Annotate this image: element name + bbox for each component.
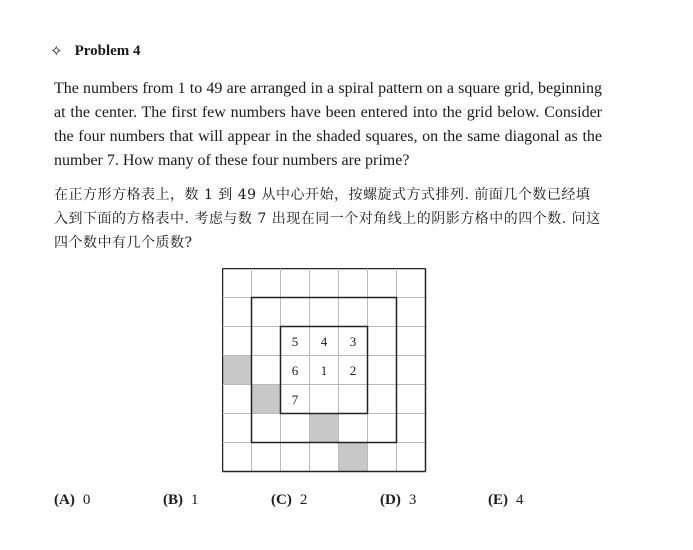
grid-number: 1 <box>320 362 328 378</box>
answer-choice[interactable] <box>54 492 90 509</box>
grid-number: 6 <box>291 362 299 378</box>
choice-label: (D) <box>380 492 401 508</box>
problem-title: Problem 4 <box>74 43 141 59</box>
choice-value: 0 <box>82 492 91 508</box>
choice-value: 4 <box>516 492 524 508</box>
answer-choice[interactable] <box>271 492 307 509</box>
choice-value: 3 <box>408 492 417 508</box>
answer-choice[interactable] <box>380 492 416 509</box>
choice-value: 1 <box>191 492 199 508</box>
choice-label: (A) <box>54 492 75 508</box>
grid-number: 2 <box>349 362 357 378</box>
choice-label: (E) <box>488 492 508 508</box>
star-icon: ✧ <box>50 44 63 60</box>
spiral-grid <box>222 268 425 471</box>
grid-number: 7 <box>291 391 299 407</box>
grid-number: 5 <box>291 333 299 349</box>
choice-label: (B) <box>163 492 183 508</box>
grid-number: 4 <box>320 333 328 349</box>
answer-choice[interactable] <box>488 492 524 509</box>
problem-text-english: The numbers from 1 to 49 are arranged in a spiral pattern on a square grid, beginning at the center. The first few numbers have been entered into the grid below. Consider the four numbers that will appear in the shaded squares, on the same diagonal as the number 7. How many of these four numbers are prime? <box>54 80 602 169</box>
choice-value: 2 <box>299 492 308 508</box>
problem-heading <box>50 42 141 61</box>
problem-text-chinese: 在正方形方格表上，数 1 到 49 从中心开始，按螺旋式方式排列. 前面几个数已经填入到下面的方格表中. 考虑与数 7 出现在同一个对角线上的阴影方格中的四个数. 问这四个数中有几个质数? <box>54 187 601 251</box>
grid-number: 3 <box>349 333 357 349</box>
choice-label: (C) <box>271 492 292 508</box>
answer-choice[interactable] <box>163 492 199 509</box>
